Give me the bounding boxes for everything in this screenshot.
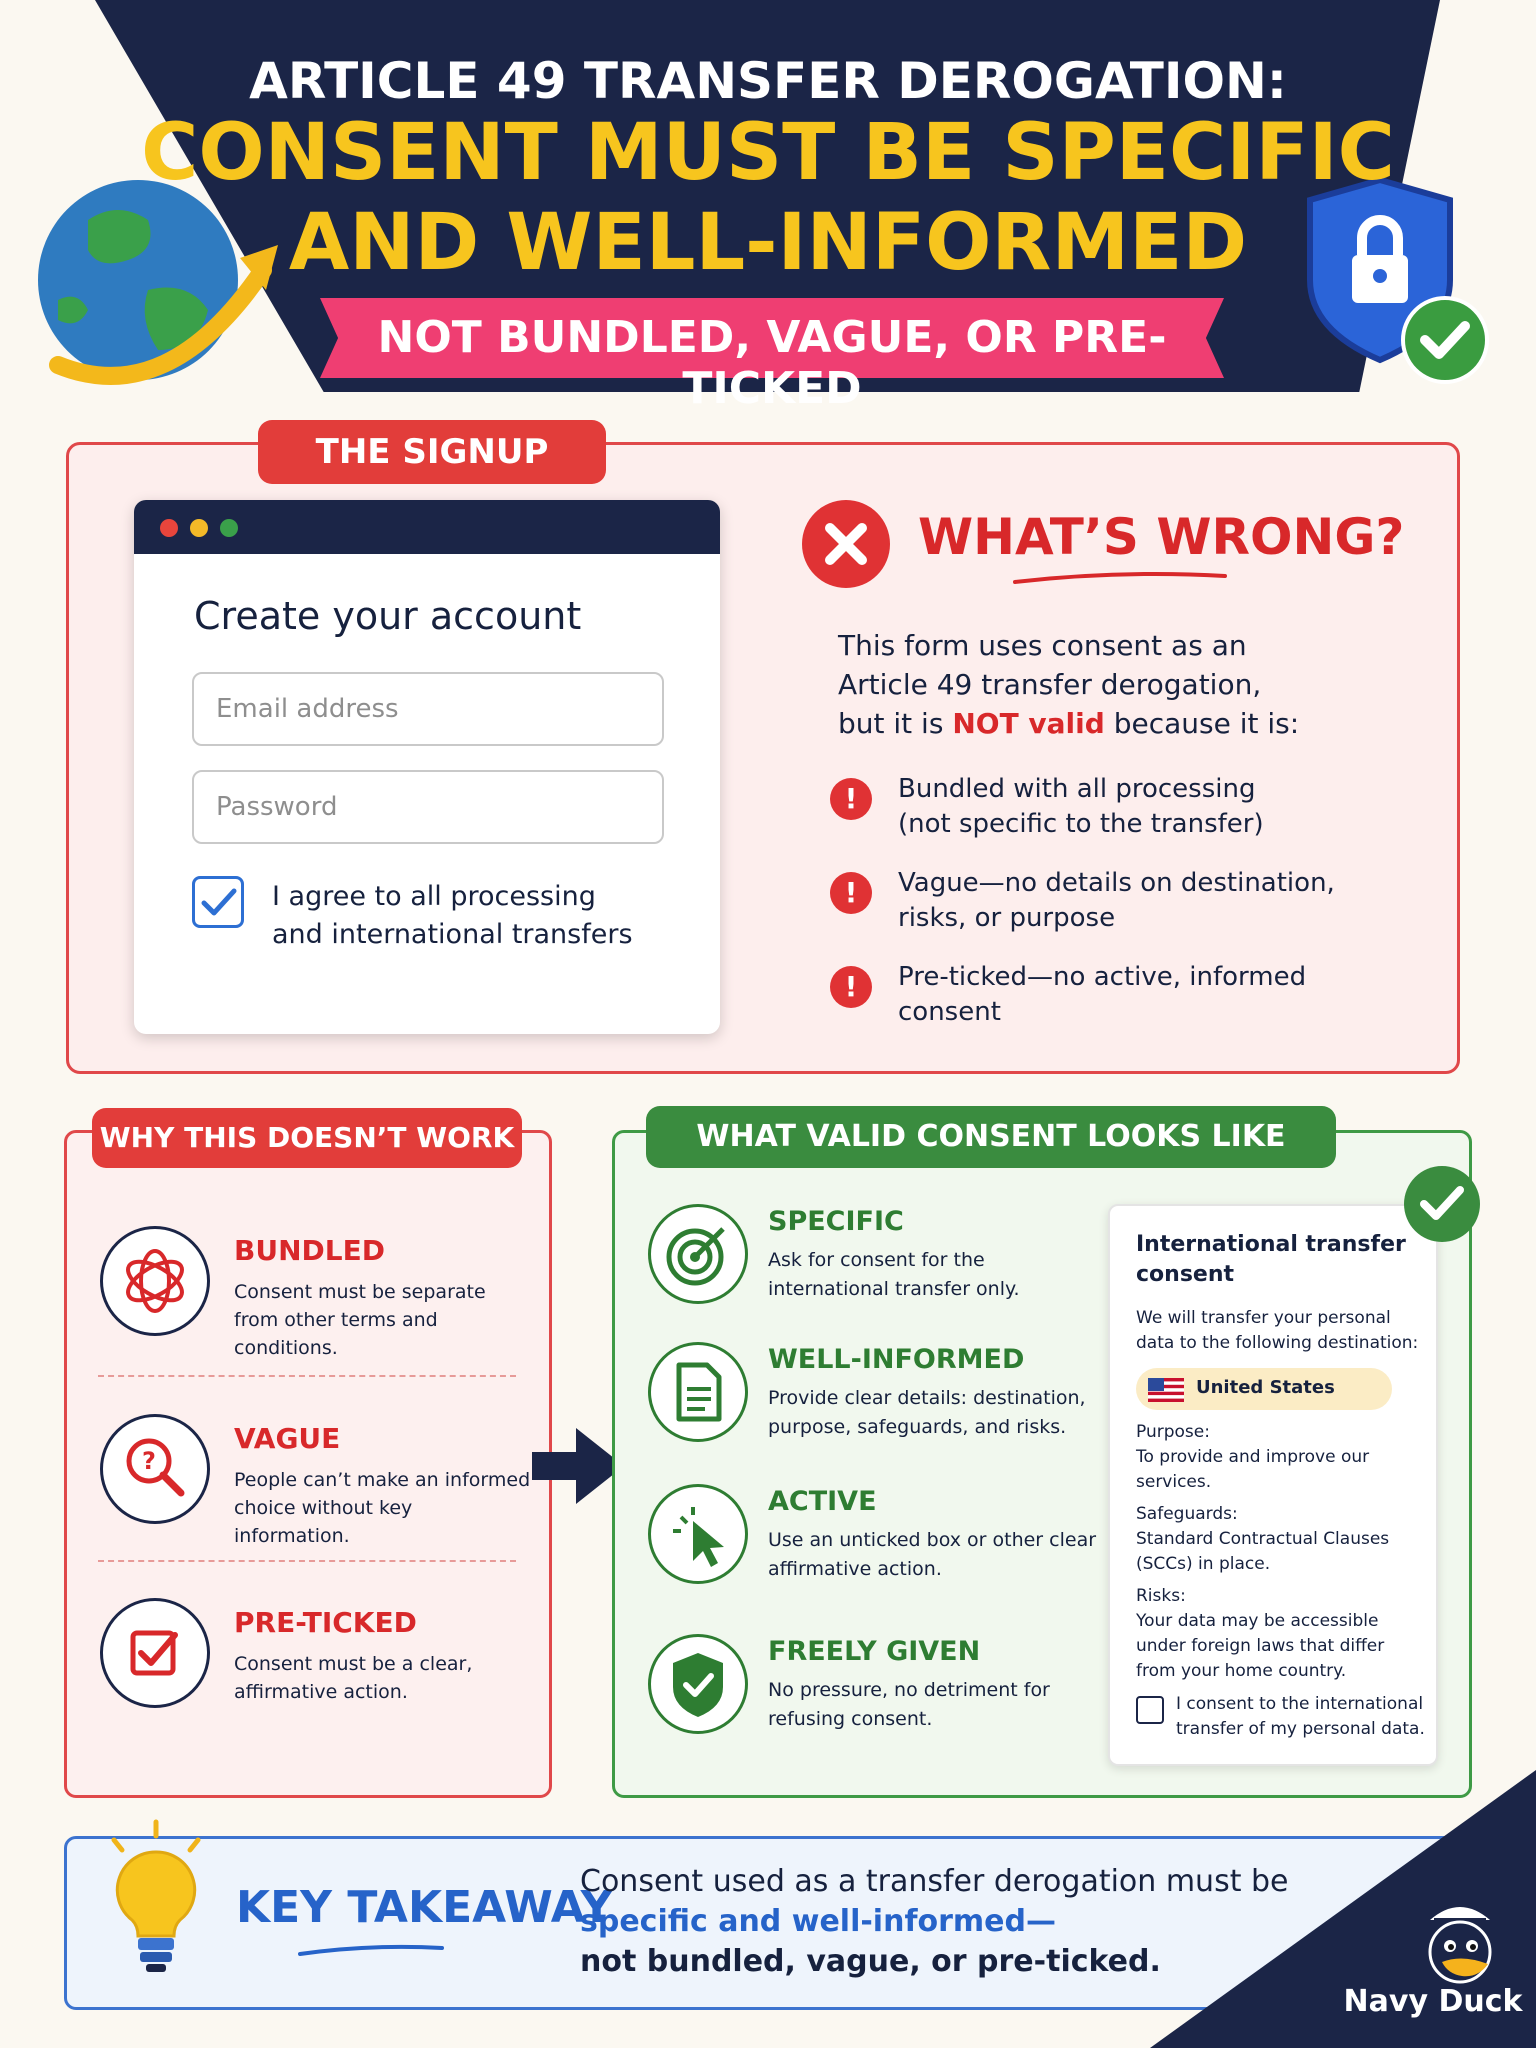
valid-item-title: FREELY GIVEN [768,1636,981,1667]
svg-text:?: ? [142,1447,156,1475]
issue-line-2: (not specific to the transfer) [898,809,1264,839]
lightbulb-icon [96,1818,216,1982]
target-icon [648,1204,748,1304]
intro-line-2: Article 49 transfer derogation, [838,668,1262,701]
why-item-title: VAGUE [234,1422,341,1455]
intro-line-3 [838,704,1398,743]
valid-item-desc: Use an unticked box or other clear affirmative action. [768,1529,1097,1580]
purpose-label: Purpose: [1136,1422,1210,1442]
takeaway-line-1: Consent used as a transfer derogation must be [580,1864,1289,1899]
window-close-dot[interactable] [160,519,178,537]
whats-wrong-intro [838,626,1398,743]
consent-card-intro: We will transfer your personal data to the following destination: [1136,1308,1419,1353]
header-ribbon-text: NOT BUNDLED, VAGUE, OR PRE-TICKED [377,312,1167,414]
divider [98,1560,516,1562]
not-valid-text: NOT valid [952,707,1105,740]
valid-item-desc: Provide clear details: destination, purpose, safeguards, and risks. [768,1387,1086,1438]
magnifier-question-icon [100,1414,210,1524]
window-minimize-dot[interactable] [190,519,208,537]
agree-checkbox-label [272,878,692,954]
header-title-line-3: AND WELL-INFORMED [288,198,1248,288]
why-panel-tag: WHY THIS DOESN’T WORK [92,1108,522,1168]
agree-label-line-2: and international transfers [272,919,633,950]
key-takeaway-text [580,1862,1340,1982]
issue-text [898,866,1378,936]
safeguards-value: Standard Contractual Clauses (SCCs) in place. [1136,1529,1390,1574]
signup-form-window [134,500,720,1034]
alert-icon: ! [830,872,872,914]
intro-line-1: This form uses consent as an [838,629,1247,662]
key-takeaway-title: KEY TAKEAWAY [236,1882,613,1933]
agree-checkbox[interactable] [192,876,244,928]
tangle-icon [100,1226,210,1336]
checkmark-icon [195,879,241,925]
issue-line-1: Vague—no details on destination, [898,868,1335,898]
risks-label: Risks: [1136,1586,1186,1606]
why-item-title: PRE-TICKED [234,1606,417,1639]
destination-value: United States [1196,1377,1335,1398]
alert-icon: ! [830,966,872,1008]
why-item-desc: Consent must be a clear, affirmative action. [234,1653,473,1703]
brand-name: Navy Duck [1343,1984,1523,2019]
valid-item-desc: Ask for consent for the international transfer only. [768,1249,1020,1300]
valid-item-title: WELL-INFORMED [768,1344,1025,1375]
header-title-line-1: ARTICLE 49 TRANSFER DEROGATION: [249,52,1287,110]
issue-text [898,772,1378,842]
agree-label-line-1: I agree to all processing [272,881,596,912]
shield-check-icon [648,1634,748,1734]
checked-box-icon [100,1598,210,1708]
intro-line-3c: because it is: [1104,707,1300,740]
underline-swoosh [296,1942,446,1958]
header-title-line-2: CONSENT MUST BE SPECIFIC [141,108,1395,198]
password-field[interactable] [192,770,664,844]
valid-consent-tag: WHAT VALID CONSENT LOOKS LIKE [646,1106,1336,1168]
why-item-desc: People can’t make an informed choice without key information. [234,1469,531,1547]
intro-line-3a: but it is [838,707,953,740]
divider [98,1375,516,1377]
consent-card-title: International transfer consent [1136,1232,1406,1287]
risks-field [1136,1584,1426,1684]
safeguards-field [1136,1502,1426,1577]
risks-value: Your data may be accessible under foreign laws that differ from your home country. [1136,1611,1385,1681]
window-maximize-dot[interactable] [220,519,238,537]
purpose-field [1136,1420,1426,1495]
us-flag-icon [1148,1378,1184,1402]
safeguards-label: Safeguards: [1136,1504,1238,1524]
valid-item-desc: No pressure, no detriment for refusing consent. [768,1679,1050,1730]
why-item-desc: Consent must be separate from other terms and conditions. [234,1281,486,1359]
why-item-title: BUNDLED [234,1234,385,1267]
valid-item-title: ACTIVE [768,1486,877,1517]
takeaway-line-3: not bundled, vague, or pre-ticked. [580,1944,1161,1979]
signup-panel-tag: THE SIGNUP [258,420,606,484]
consent-checkbox-label: I consent to the international transfer of my personal data. [1176,1694,1425,1739]
issue-line-1: Bundled with all processing [898,774,1256,804]
whats-wrong-title: WHAT’S WRONG? [918,508,1405,566]
issue-text [898,960,1378,1030]
alert-icon: ! [830,778,872,820]
cursor-click-icon [648,1484,748,1584]
document-icon [648,1342,748,1442]
consent-checkbox[interactable] [1136,1696,1164,1724]
issue-line-1: Pre-ticked—no active, informed [898,962,1307,992]
window-titlebar [134,500,720,554]
valid-item-title: SPECIFIC [768,1206,904,1237]
purpose-value: To provide and improve our services. [1136,1447,1370,1492]
issue-line-2: consent [898,997,1001,1027]
x-circle-icon [800,498,892,590]
issue-line-2: risks, or purpose [898,903,1116,933]
underline-swoosh [1010,568,1230,588]
email-field[interactable] [192,672,664,746]
form-title: Create your account [194,594,582,638]
takeaway-line-2: specific and well-informed— [580,1904,1056,1939]
